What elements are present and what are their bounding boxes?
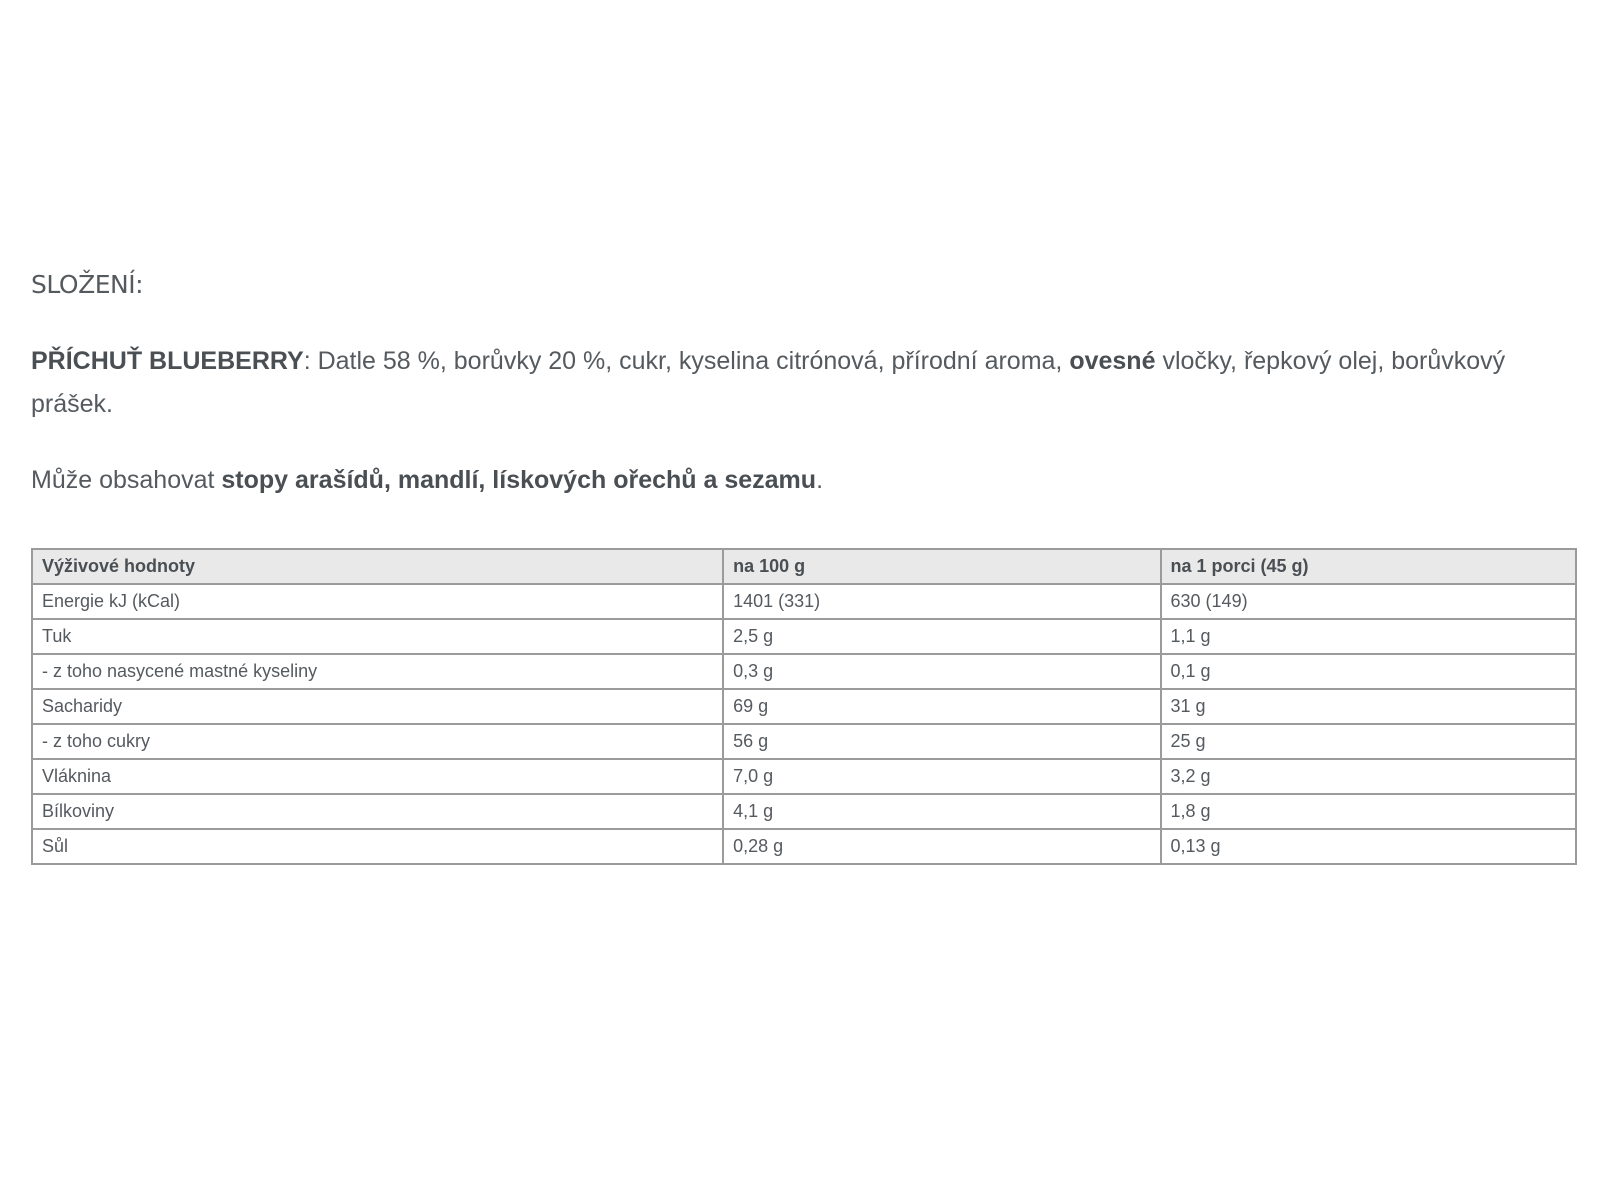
table-row bbox=[32, 829, 1576, 864]
nutrition-header-row bbox=[32, 549, 1576, 584]
header-nutrition-values: Výživové hodnoty bbox=[32, 549, 723, 584]
nutrient-name: Sůl bbox=[32, 829, 723, 864]
ingredients-text-1: : Datle 58 %, borůvky 20 %, cukr, kyselina citrónová, přírodní aroma, bbox=[303, 347, 1070, 375]
value-per-portion: 31 g bbox=[1161, 689, 1576, 724]
allergens-bold: stopy arašídů, mandlí, lískových ořechů a sezamu bbox=[221, 466, 817, 494]
nutrition-table bbox=[31, 548, 1577, 865]
table-row bbox=[32, 689, 1576, 724]
value-per-100g: 0,3 g bbox=[723, 654, 1160, 689]
value-per-100g: 4,1 g bbox=[723, 794, 1160, 829]
table-row bbox=[32, 584, 1576, 619]
value-per-100g: 2,5 g bbox=[723, 619, 1160, 654]
value-per-portion: 630 (149) bbox=[1161, 584, 1576, 619]
composition-heading: SLOŽENÍ: bbox=[31, 270, 144, 299]
table-row bbox=[32, 724, 1576, 759]
allergens-paragraph bbox=[31, 459, 1576, 502]
nutrient-name: Sacharidy bbox=[32, 689, 723, 724]
flavor-label: PŘÍCHUŤ BLUEBERRY bbox=[31, 347, 304, 375]
allergens-prefix: Může obsahovat bbox=[31, 466, 222, 494]
nutrient-name: - z toho nasycené mastné kyseliny bbox=[32, 654, 723, 689]
table-row bbox=[32, 654, 1576, 689]
value-per-portion: 0,1 g bbox=[1161, 654, 1576, 689]
value-per-100g: 56 g bbox=[723, 724, 1160, 759]
nutrient-name: - z toho cukry bbox=[32, 724, 723, 759]
value-per-portion: 3,2 g bbox=[1161, 759, 1576, 794]
value-per-portion: 1,1 g bbox=[1161, 619, 1576, 654]
table-row bbox=[32, 759, 1576, 794]
nutrient-name: Vláknina bbox=[32, 759, 723, 794]
ingredients-paragraph bbox=[31, 340, 1576, 426]
table-row bbox=[32, 619, 1576, 654]
ingredients-text-2: vločky, řepkový olej, borůvkový prášek. bbox=[31, 347, 1506, 418]
value-per-portion: 25 g bbox=[1161, 724, 1576, 759]
nutrient-name: Energie kJ (kCal) bbox=[32, 584, 723, 619]
header-per-100g: na 100 g bbox=[723, 549, 1160, 584]
table-row bbox=[32, 794, 1576, 829]
value-per-portion: 1,8 g bbox=[1161, 794, 1576, 829]
value-per-100g: 7,0 g bbox=[723, 759, 1160, 794]
ingredients-bold-word: ovesné bbox=[1069, 347, 1156, 375]
product-composition bbox=[31, 266, 1576, 502]
nutrient-name: Tuk bbox=[32, 619, 723, 654]
value-per-100g: 1401 (331) bbox=[723, 584, 1160, 619]
nutrient-name: Bílkoviny bbox=[32, 794, 723, 829]
header-per-portion: na 1 porci (45 g) bbox=[1161, 549, 1576, 584]
value-per-portion: 0,13 g bbox=[1161, 829, 1576, 864]
value-per-100g: 0,28 g bbox=[723, 829, 1160, 864]
allergens-suffix: . bbox=[816, 466, 824, 494]
value-per-100g: 69 g bbox=[723, 689, 1160, 724]
